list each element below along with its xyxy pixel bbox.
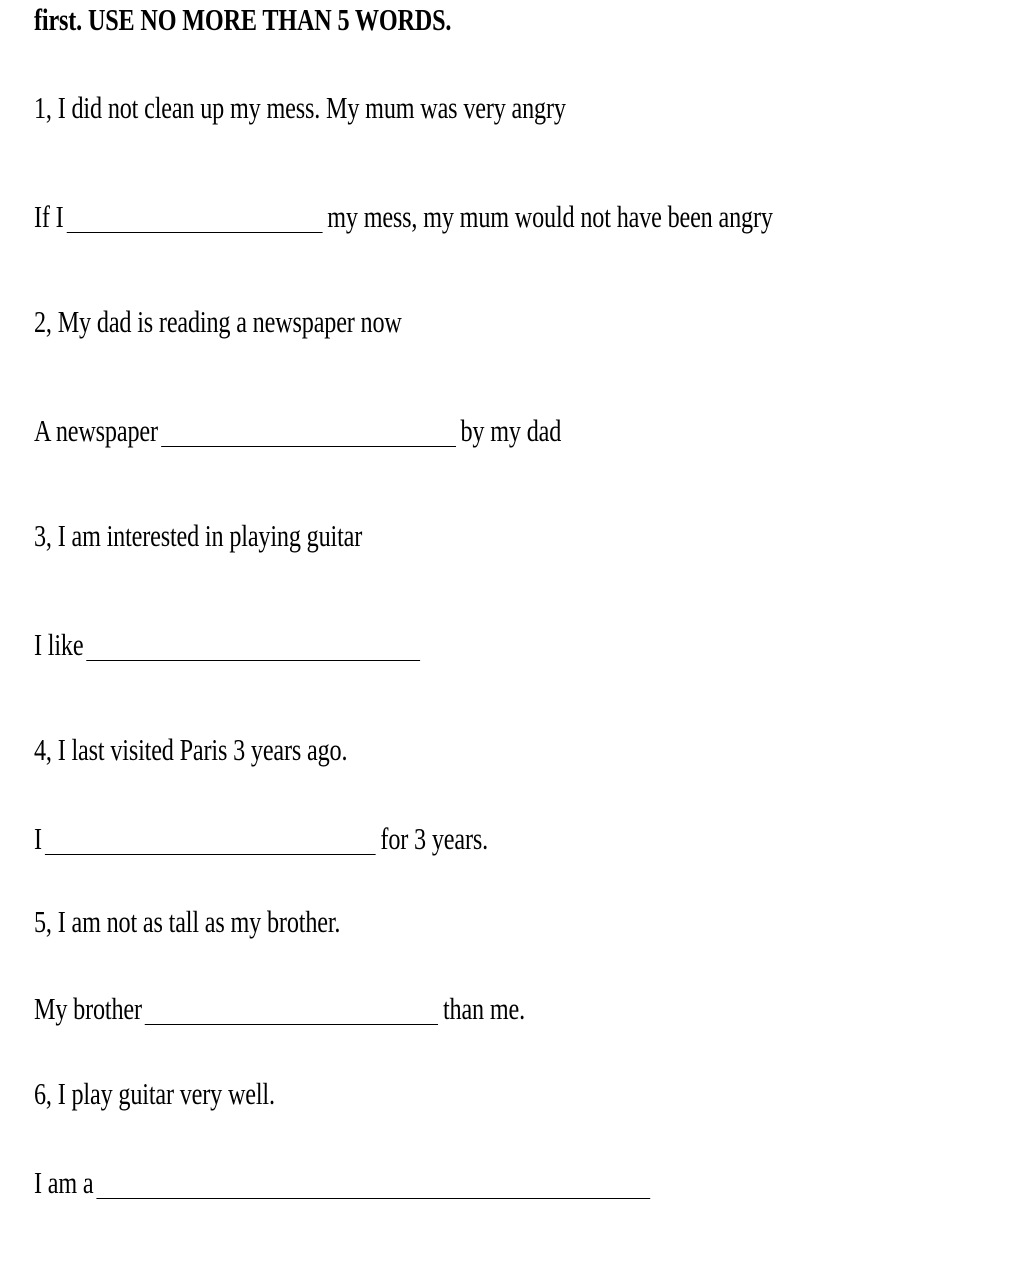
item-1-answer-line bbox=[34, 196, 773, 235]
item-4-answer-before: I bbox=[34, 821, 42, 856]
item-1-answer-before: If I bbox=[34, 199, 64, 234]
item-2-answer-blank[interactable] bbox=[161, 416, 456, 447]
item-2-answer-after: by my dad bbox=[460, 413, 562, 448]
item-3-answer-blank[interactable] bbox=[87, 630, 421, 661]
item-2-answer-before: A newspaper bbox=[34, 413, 158, 448]
item-2-answer-line bbox=[34, 410, 561, 449]
item-4-answer-blank[interactable] bbox=[45, 824, 376, 855]
item-2-prompt: 2, My dad is reading a newspaper now bbox=[34, 304, 402, 339]
item-6-prompt: 6, I play guitar very well. bbox=[34, 1076, 275, 1111]
item-3-prompt: 3, I am interested in playing guitar bbox=[34, 518, 363, 553]
item-3-answer-line bbox=[34, 624, 425, 663]
item-6-answer-blank[interactable] bbox=[97, 1168, 651, 1199]
item-4-prompt: 4, I last visited Paris 3 years ago. bbox=[34, 732, 348, 767]
item-5-answer-before: My brother bbox=[34, 991, 142, 1026]
item-6-answer-line bbox=[34, 1162, 655, 1201]
item-3-answer-before: I like bbox=[34, 627, 84, 662]
instruction-text: first. USE NO MORE THAN 5 WORDS. bbox=[34, 2, 452, 37]
item-5-answer-after: than me. bbox=[442, 991, 526, 1026]
item-4-answer-line bbox=[34, 818, 488, 857]
item-1-prompt: 1, I did not clean up my mess. My mum was very angry bbox=[34, 90, 566, 125]
item-1-answer-blank[interactable] bbox=[67, 202, 323, 233]
item-6-answer-before: I am a bbox=[34, 1165, 94, 1200]
item-5-answer-blank[interactable] bbox=[145, 994, 438, 1025]
item-4-answer-after: for 3 years. bbox=[380, 821, 488, 856]
item-5-prompt: 5, I am not as tall as my brother. bbox=[34, 904, 341, 939]
item-1-answer-after: my mess, my mum would not have been angry bbox=[327, 199, 773, 234]
item-5-answer-line bbox=[34, 988, 525, 1027]
